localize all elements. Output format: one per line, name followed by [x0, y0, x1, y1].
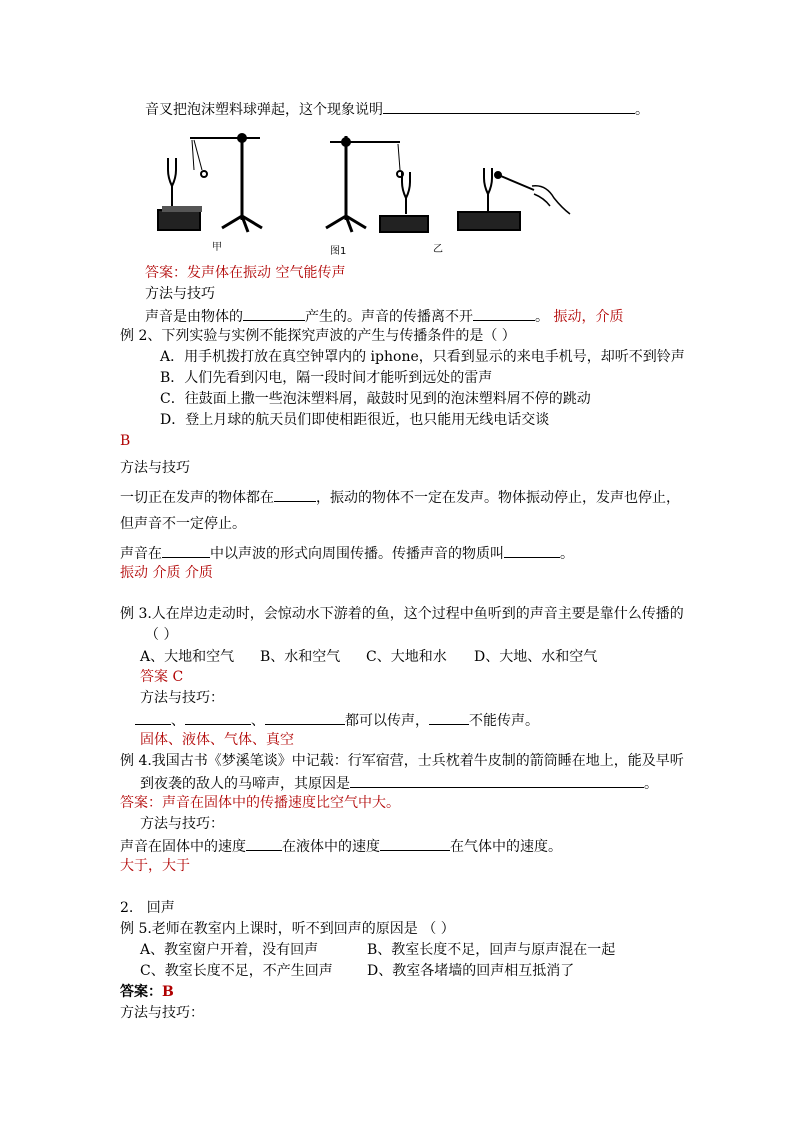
example-3-blank4 [429, 709, 469, 725]
apparatus-jia [158, 134, 262, 232]
tips-1-line [145, 305, 623, 327]
tips-2-blank3 [504, 542, 560, 558]
tips-2-l3a: 声音在 [120, 546, 162, 562]
tuning-fork-figure [150, 128, 580, 258]
section-2-title: 回声 [146, 900, 175, 916]
tips-2-line-1 [120, 486, 680, 508]
figure-label-jia: 甲 [212, 242, 222, 253]
tips-2-line-2: 但声音不一定停止。 [120, 516, 246, 532]
tips-1-blank2 [473, 305, 535, 321]
example-3-blank1 [135, 709, 171, 725]
tips-2-blank2 [162, 542, 210, 558]
example-4-stem-2 [140, 772, 658, 794]
example-5-answer-value: B [162, 984, 174, 1000]
example-3-blank2 [185, 709, 251, 725]
example-5-stem: 例 5.老师在教室内上课时，听不到回声的原因是 （ ） [120, 921, 455, 937]
apparatus-middle [326, 136, 428, 232]
example-3-options [140, 647, 597, 667]
tips-1-answer: 振动，介质 [553, 309, 624, 325]
example-3-answer: 答案 C [140, 669, 184, 685]
example-4-tips-title: 方法与技巧： [140, 816, 224, 832]
example-5-option-b: B、教室长度不足，回声与原声混在一起 [367, 942, 616, 958]
example-5-option-d: D、教室各堵墙的回声相互抵消了 [367, 963, 575, 979]
example-4-stem-end: 。 [644, 776, 658, 792]
intro-end: 。 [635, 102, 649, 118]
example-4-stem-1: 例 4.我国古书《梦溪笔谈》中记载：行军宿营，士兵枕着牛皮制的箭筒睡在地上，能及早听 [120, 753, 684, 769]
section-2-heading [120, 898, 175, 918]
example-3-option-c: C、大地和水 [366, 649, 447, 665]
intro-blank [383, 98, 635, 114]
tips-1-title: 方法与技巧 [145, 286, 215, 302]
intro-line [145, 98, 649, 120]
example-3-tips-answer: 固体、液体、气体、真空 [140, 732, 294, 748]
tips-1-part3: 。 [535, 309, 549, 325]
example-4-answer: 答案：声音在固体中的传播速度比空气中大。 [120, 795, 400, 811]
example-4-blank [350, 772, 644, 788]
figure-label-yi: 乙 [433, 244, 443, 255]
tips-2-line-3 [120, 542, 574, 564]
example-5-option-c: C、教室长度不足，不产生回声 [140, 963, 333, 979]
example-3-tips-mid: 都可以传声， [345, 713, 429, 729]
example-3-option-d: D、大地、水和空气 [474, 649, 598, 665]
example-3-tips-title: 方法与技巧： [140, 690, 224, 706]
example-4-tips-t1: 声音在固体中的速度 [120, 839, 246, 855]
example-3-sep2: 、 [251, 713, 265, 729]
example-5-row-2 [140, 961, 574, 981]
example-3-sep1: 、 [171, 713, 185, 729]
figure-label-fig: 图1 [330, 246, 347, 257]
example-4-blank1 [246, 835, 282, 851]
tips-2-l1b: ，振动的物体不一定在发声。物体振动停止，发声也停止， [316, 490, 680, 506]
tips-2-l3c: 。 [560, 546, 574, 562]
example-3-tips-end: 不能传声。 [469, 713, 539, 729]
tips-2-blank1 [274, 486, 316, 502]
tips-1-part2: 产生的。声音的传播离不开 [305, 309, 473, 325]
example-5-answer [120, 982, 174, 1002]
example-3-option-b: B、水和空气 [260, 649, 341, 665]
tips-2-l1a: 一切正在发声的物体都在 [120, 490, 274, 506]
example-5-row-1 [140, 940, 615, 960]
section-2-number: 2. [120, 900, 134, 916]
example-4-tips-t2: 在液体中的速度 [282, 839, 380, 855]
example-4-blank2 [380, 835, 450, 851]
tips-2-title: 方法与技巧 [120, 460, 190, 476]
intro-text: 音叉把泡沫塑料球弹起，这个现象说明 [145, 102, 383, 118]
example-4-tips-t3: 在气体中的速度。 [450, 839, 562, 855]
tips-2-l3b: 中以声波的形式向周围传播。传播声音的物质叫 [210, 546, 504, 562]
example-3-option-a: A、大地和空气 [140, 649, 235, 665]
answer-1: 答案：发声体在振动 空气能传声 [145, 265, 346, 281]
example-2-option-c: C．往鼓面上撒一些泡沫塑料屑，敲鼓时见到的泡沫塑料屑不停的跳动 [160, 391, 591, 407]
example-4-tips-line [120, 835, 562, 857]
example-2-option-a: A．用手机拨打放在真空钟罩内的 iphone，只看到显示的来电手机号，却听不到铃声 [160, 349, 685, 365]
example-3-blank3 [265, 709, 345, 725]
example-2-option-b: B．人们先看到闪电，隔一段时间才能听到远处的雷声 [160, 370, 493, 386]
example-3-stem-2: （ ） [145, 627, 178, 643]
example-2-answer: B [120, 433, 131, 449]
tips-1-part1: 声音是由物体的 [145, 309, 243, 325]
tips-2-answer: 振动 介质 介质 [120, 565, 213, 581]
tips-1-blank1 [243, 305, 305, 321]
example-4-stem-2-text: 到夜袭的敌人的马啼声，其原因是 [140, 776, 350, 792]
example-2-stem: 例 2、下列实验与实例不能探究声波的产生与传播条件的是（ ） [120, 328, 516, 344]
example-5-answer-label: 答案： [120, 984, 162, 1000]
example-5-tips-title: 方法与技巧： [120, 1005, 204, 1021]
example-2-option-d: D．登上月球的航天员们即使相距很近，也只能用无线电话交谈 [160, 412, 550, 428]
example-5-option-a: A、教室窗户开着，没有回声 [140, 942, 319, 958]
example-3-tips-line [135, 709, 539, 731]
example-3-stem-1: 例 3.人在岸边走动时，会惊动水下游着的鱼，这个过程中鱼听到的声音主要是靠什么传播的 [120, 606, 684, 622]
apparatus-yi [458, 168, 570, 230]
example-4-tips-answer: 大于，大于 [120, 858, 190, 874]
